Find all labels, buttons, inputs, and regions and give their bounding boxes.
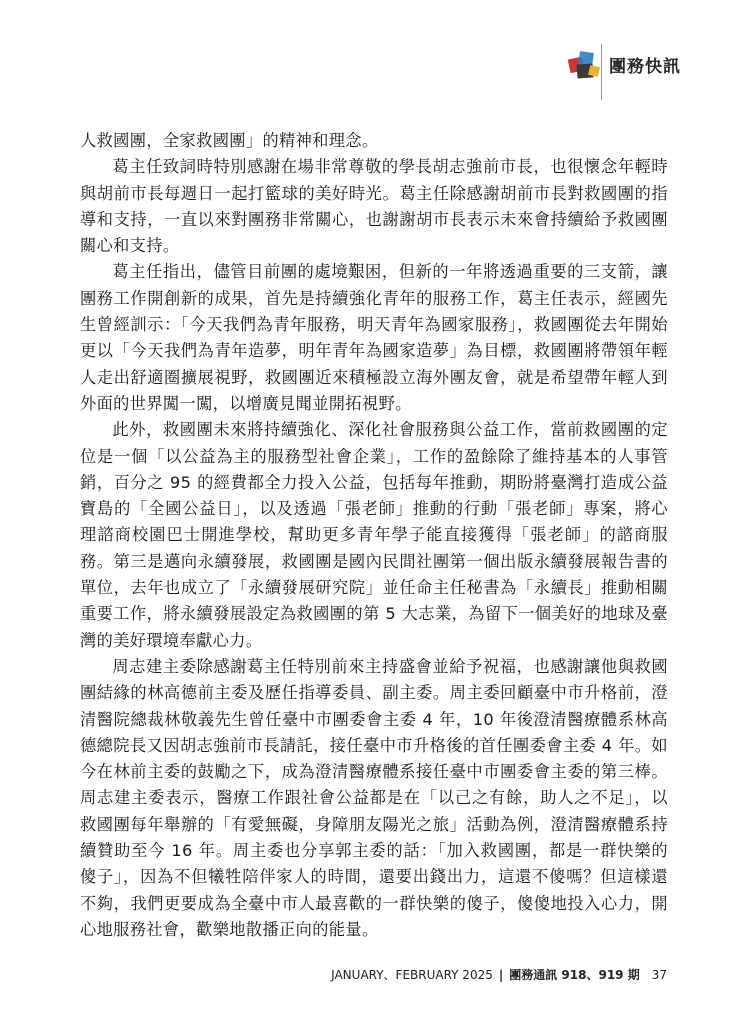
page-header bbox=[567, 40, 681, 88]
header-divider bbox=[601, 44, 602, 100]
footer-separator: | bbox=[498, 967, 504, 982]
paragraph: 葛主任致詞時特別感謝在場非常尊敬的學長胡志強前市長，也很懷念年輕時與胡前市長每週日一起打籃球的美好時光。葛主任除感謝胡前市長對救國團的指導和支持，一直以來對團務非常關心，也謝謝胡市長表示未來會持續給予救國團關心和支持。 bbox=[80, 157, 668, 256]
publication-name: 團務通訊 918、919 期 bbox=[509, 968, 640, 982]
paragraph: 周志建主委除感謝葛主任特別前來主持盛會並給予祝福，也感謝讓他與救國團結緣的林高德前主委及歷任指導委員、副主委。周主委回顧臺中市升格前，澄清醫院總裁林敬義先生曾任臺中市團委會主委 4 年，10 年後澄清醫療體系林高德總院長又因胡志強前市長請託，接任臺中市升格後的首任團委會主委 4 年。如今在林前主委的鼓勵之下，成為澄清醫療體系接任臺中市團委會主委的第三棒。周志建主委表示，醫療工作跟社會公益都是在「以己之有餘，助人之不足」，以救國團每年舉辦的「有愛無礙，身障朋友陽光之旅」活動為例，澄清醫療體系持續贊助至今 16 年。周主委也分享郭主委的話：「加入救國團，都是一群快樂的傻子」，因為不但犧牲陪伴家人的時間，還要出錢出力，這還不傻嗎？但這樣還不夠，我們更要成為全臺中市人最喜歡的一群快樂的傻子，傻傻地投入心力，開心地服務社會，歡樂地散播正向的能量。 bbox=[80, 656, 668, 939]
issue-date: JANUARY、FEBRUARY 2025 bbox=[331, 968, 493, 982]
section-logo-icon bbox=[567, 44, 603, 84]
paragraph: 此外，救國團未來將持續強化、深化社會服務與公益工作，當前救國團的定位是一個「以公益為主的服務型社會企業」，工作的盈餘除了維持基本的人事管銷，百分之 95 的經費都全力投入公益，包括每年推動，期盼將臺灣打造成公益寶島的「全國公益日」，以及透過「張老師」推動的行動「張老師」專案，將心理諮商校園巴士開進學校，幫助更多青年學子能直接獲得「張老師」的諮商服務。第三是邁向永續發展，救國團是國內民間社團第一個出版永續發展報告書的單位，去年也成立了「永續發展研究院」並任命主任秘書為「永續長」推動相關重要工作，將永續發展設定為救國團的第 5 大志業，為留下一個美好的地球及臺灣的美好環境奉獻心力。 bbox=[80, 420, 668, 650]
paragraph: 人救國團，全家救國團」的精神和理念。 bbox=[80, 131, 379, 150]
paragraph: 葛主任指出，儘管目前團的處境艱困，但新的一年將透過重要的三支箭，讓團務工作開創新的成果，首先是持續強化青年的服務工作，葛主任表示，經國先生曾經訓示：「今天我們為青年服務，明天青年為國家服務」，救國團從去年開始更以「今天我們為青年造夢，明年青年為國家造夢」為目標，救國團將帶領年輕人走出舒適圈擴展視野，救國團近來積極設立海外團友會，就是希望帶年輕人到外面的世界闖一闖，以增廣見聞並開拓視野。 bbox=[80, 262, 668, 413]
page-number: 37 bbox=[651, 967, 667, 982]
page-footer bbox=[331, 966, 667, 983]
article-body bbox=[80, 128, 668, 943]
section-title: 團務快訊 bbox=[609, 56, 681, 77]
